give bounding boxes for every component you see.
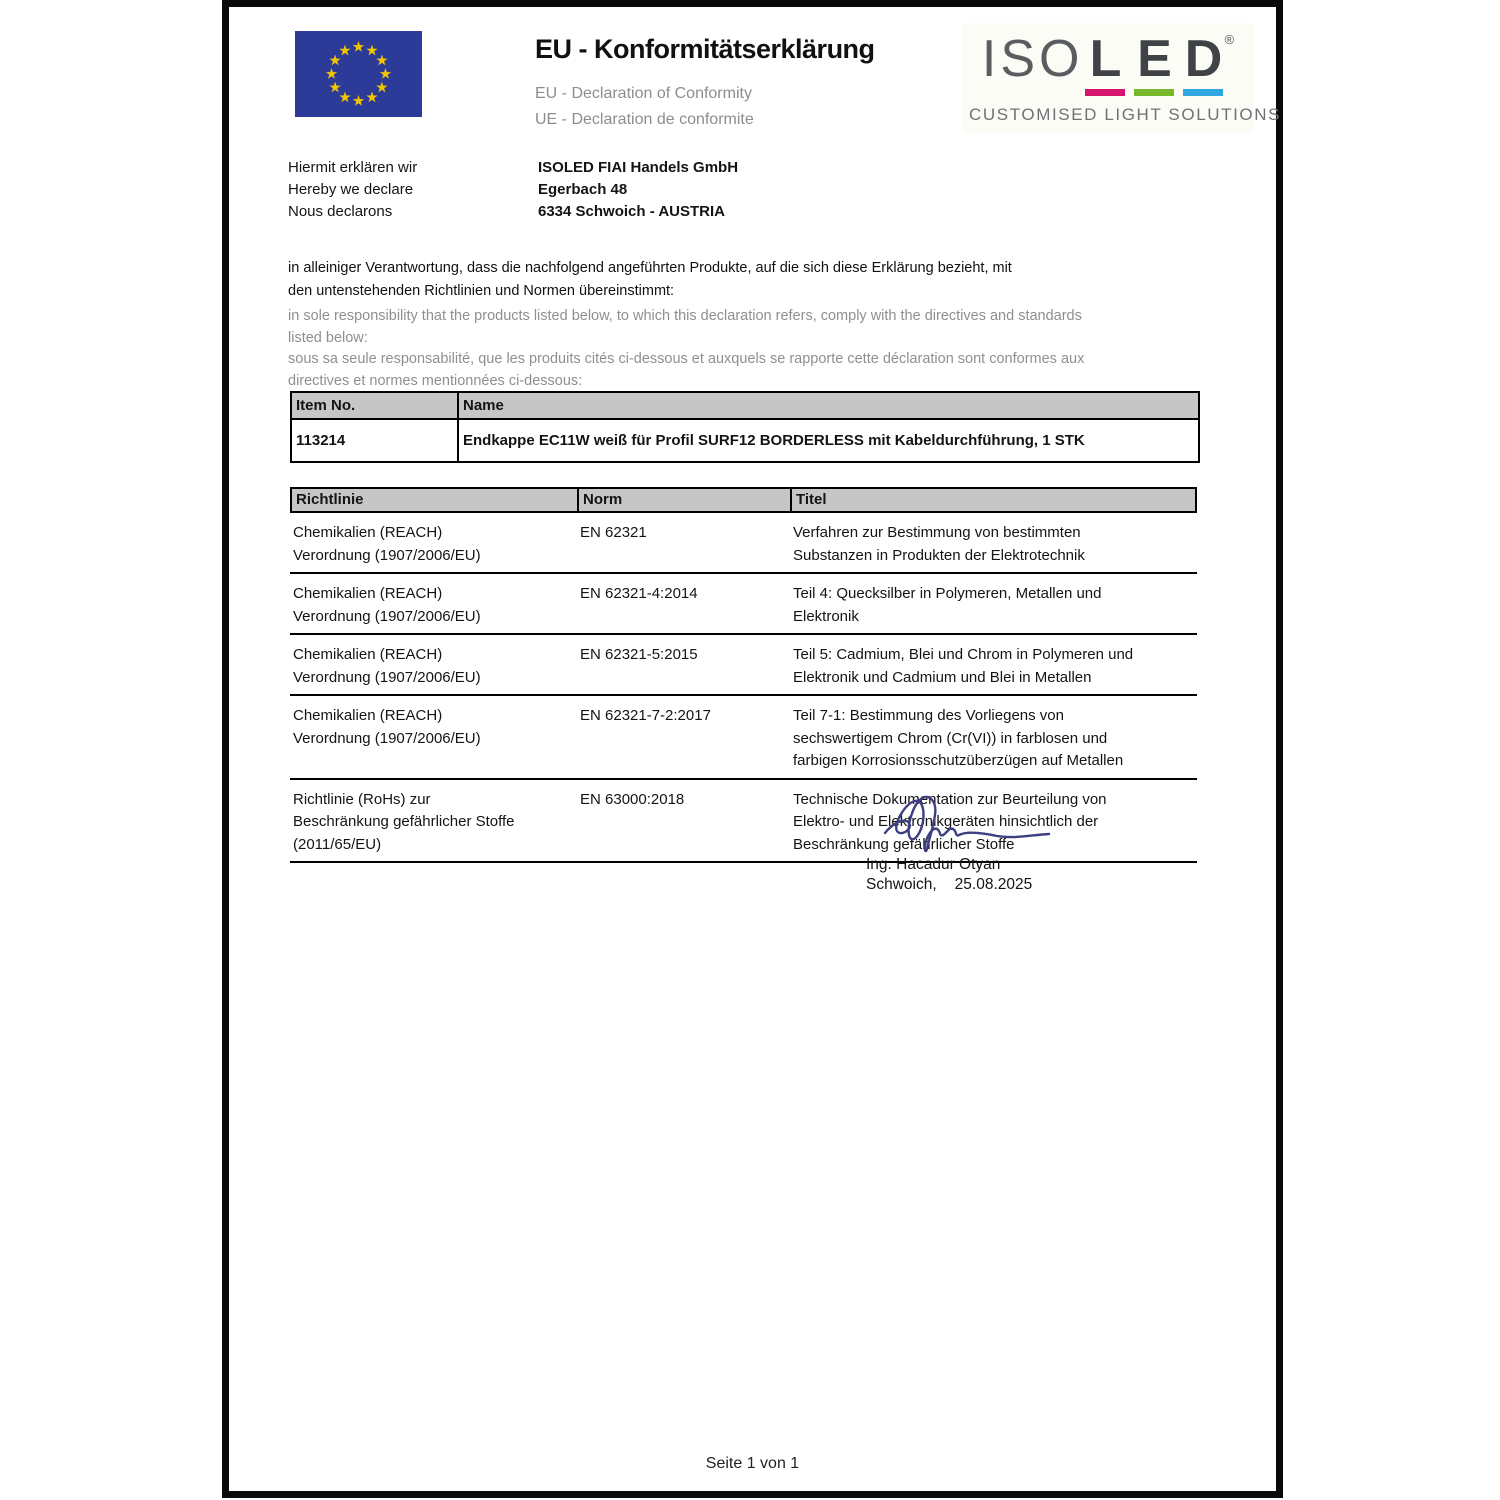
titel-cell: Verfahren zur Bestimmung von bestimmten Substanzen in Produkten der Elektrotechnik [793,524,1085,564]
richtlinie-cell: Richtlinie (RoHs) zur Beschränkung gefährlicher Stoffe (2011/65/EU) [293,790,515,853]
norm-header: Norm [579,489,792,511]
eu-flag-icon [295,31,422,117]
item-name-value: Endkappe EC11W weiß für Profil SURF12 BORDERLESS mit Kabeldurchführung, 1 STK [463,432,1085,449]
page-content [229,7,1282,1491]
logo-letter-d: D [1183,33,1223,96]
directive-row [290,635,1197,696]
directive-row [290,513,1197,574]
declare-label-en: Hereby we declare [288,181,414,198]
logo-iso-text: ISO [981,30,1084,88]
declare-labels [288,157,538,223]
norm-cell: EN 63000:2018 [580,790,685,808]
declaration-page [222,0,1283,1498]
logo-bar-blue [1183,89,1223,96]
directive-table [290,487,1197,863]
title-block [535,34,875,133]
titel-cell: Teil 4: Quecksilber in Polymeren, Metallen und Elektronik [793,585,1102,625]
handwritten-signature [879,793,1054,855]
titel-cell: Technische Dokumentation zur Beurteilung von Elektro- und Elektronikgeräten hinsichtlich der Beschränkung gefährlicher Stoffe [793,790,1107,853]
logo-letter-e: E [1134,33,1174,96]
logo-bar-magenta [1085,89,1125,96]
richtlinie-cell: Chemikalien (REACH) Verordnung (1907/2006/EU) [293,524,481,564]
richtlinie-cell: Chemikalien (REACH) Verordnung (1907/2006/EU) [293,585,481,625]
page-number: Seite 1 von 1 [705,1455,800,1472]
item-no-value: 113214 [292,420,459,461]
directive-row [290,696,1197,780]
norm-cell: EN 62321-7-2:2017 [580,707,711,724]
item-table [290,391,1200,463]
declare-label-fr: Nous declarons [288,203,393,220]
directive-table-header [290,487,1197,513]
subtitle-english: EU - Declaration of Conformity [535,85,752,102]
logo-led-letters [1085,30,1223,96]
isoled-logo-wordmark [981,30,1235,96]
signature-place-date [866,876,1032,894]
signature-place: Schwoich, [866,876,937,893]
declarer-block [288,157,738,223]
isoled-logo [963,23,1282,133]
richtlinie-cell: Chemikalien (REACH) Verordnung (1907/2006/EU) [293,646,481,686]
conformity-statement [288,257,1084,392]
statement-english: in sole responsibility that the products listed below, to which this declaration refers, comply with the directives and standards listed below: [288,308,1082,346]
subtitle-french: UE - Declaration de conformite [535,111,754,128]
company-street: Egerbach 48 [538,181,628,198]
signatory-name: Ing. Hacadur Otyan [866,856,1001,873]
statement-german: in alleiniger Verantwortung, dass die nachfolgend angeführten Produkte, auf die sich diese Erklärung bezieht, mit den untenstehenden Richtlinien und Normen übereinstimmt: [288,260,1012,299]
item-table-row [292,420,1198,461]
norm-cell: EN 62321 [580,524,647,541]
directive-row [290,574,1197,635]
company-address [538,157,738,223]
titel-header: Titel [796,491,827,508]
titel-cell: Teil 7-1: Bestimmung des Vorliegens von sechswertigem Chrom (Cr(VI)) in farblosen und farbigen Korrosionsschutzüberzügen auf Metallen [793,707,1124,769]
name-header: Name [463,397,504,414]
item-no-header: Item No. [292,393,459,418]
norm-cell: EN 62321-4:2014 [580,585,698,602]
directive-row [290,780,1197,864]
company-name: ISOLED FIAI Handels GmbH [538,159,739,176]
item-table-header [292,393,1198,420]
page-title: EU - Konformitätserklärung [535,34,875,64]
company-city: 6334 Schwoich - AUSTRIA [538,203,725,220]
titel-cell: Teil 5: Cadmium, Blei und Chrom in Polymeren und Elektronik und Cadmium und Blei in Metallen [793,646,1134,686]
registered-trademark-icon: ® [1224,32,1235,47]
logo-bar-green [1134,89,1174,96]
richtlinie-cell: Chemikalien (REACH) Verordnung (1907/2006/EU) [293,707,481,747]
statement-french: sous sa seule responsabilité, que les produits cités ci-dessous et auxquels se rapporte cette déclaration sont conformes aux directives et normes mentionnées ci-dessous: [288,351,1085,389]
norm-cell: EN 62321-5:2015 [580,646,698,663]
logo-tagline: CUSTOMISED LIGHT SOLUTIONS [969,105,1282,124]
richtlinie-header: Richtlinie [292,489,579,511]
logo-letter-l: L [1085,33,1125,96]
declare-label-de: Hiermit erklären wir [288,159,418,176]
signature-date: 25.08.2025 [954,876,1033,893]
